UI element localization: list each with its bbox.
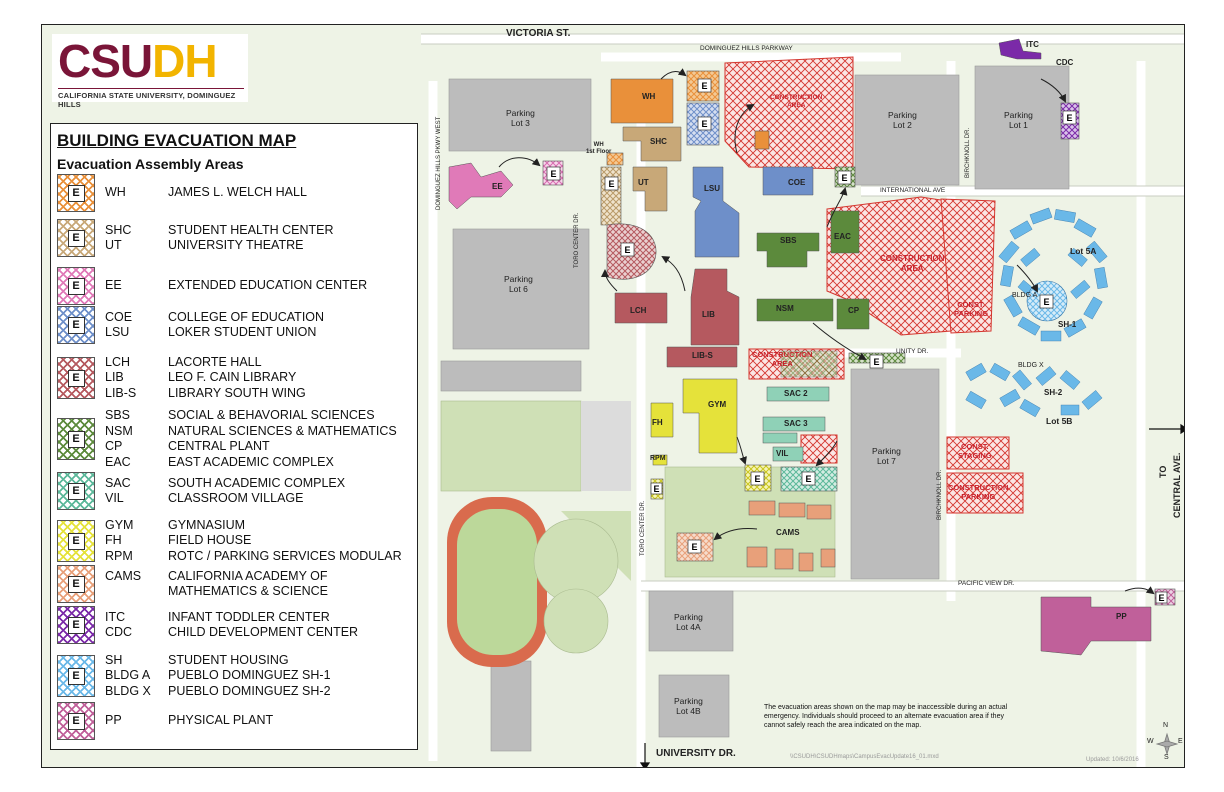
sac2-label: SAC 2 xyxy=(784,389,808,398)
legend-swatch xyxy=(57,565,95,603)
legend-row-itc xyxy=(55,606,415,644)
construction-area-south-label: CONSTRUCTION AREA xyxy=(752,350,813,368)
street-toro-center-north: TORO CENTER DR. xyxy=(574,212,580,268)
legend-code: NSM xyxy=(105,423,133,438)
evac-marker-icon: E xyxy=(68,431,85,448)
disclaimer-note: The evacuation areas shown on the map may be inaccessible during an actual emergency. Individuals should proceed to an alternate evacuation area if they cannot safely reach the area indicated on the map. xyxy=(764,704,1008,729)
evac-marker-icon: E xyxy=(68,713,85,730)
cdc-label: CDC xyxy=(1056,58,1074,67)
legend-name: JAMES L. WELCH HALL xyxy=(168,185,307,200)
shc-label: SHC xyxy=(650,137,667,146)
evac-marker-icon: E xyxy=(68,483,85,500)
evac-marker-icon: E xyxy=(68,370,85,387)
parking-lot-7-label: Parking Lot 7 xyxy=(872,446,901,466)
legend-name: CHILD DEVELOPMENT CENTER xyxy=(168,625,359,639)
csudh-logo xyxy=(52,34,248,109)
sac3-label: SAC 3 xyxy=(784,419,808,428)
building-lsu xyxy=(693,167,739,257)
itc-label: ITC xyxy=(1026,40,1039,49)
legend-name: CALIFORNIA ACADEMY OF xyxy=(168,568,328,583)
legend-names xyxy=(168,223,334,254)
legend-names xyxy=(168,408,397,470)
lot-5a-label: Lot 5A xyxy=(1070,246,1097,256)
legend-swatch xyxy=(57,702,95,740)
legend-names xyxy=(168,610,358,641)
sbs-label: SBS xyxy=(780,236,797,245)
logo-part2: DH xyxy=(152,35,217,87)
building-pp xyxy=(1041,597,1151,655)
legend-code: ITC xyxy=(105,609,126,624)
building-ee xyxy=(449,163,513,209)
svg-text:E: E xyxy=(653,484,660,494)
svg-text:E: E xyxy=(1066,113,1073,123)
lch-label: LCH xyxy=(630,306,647,315)
to-label: TO xyxy=(1158,465,1168,478)
legend-code: CDC xyxy=(105,625,133,639)
evac-marker-icon: E xyxy=(68,278,85,295)
legend-code: SH xyxy=(105,652,123,667)
legend-name: LIBRARY SOUTH WING xyxy=(168,385,306,400)
legend-panel xyxy=(50,123,418,750)
evac-marker-icon: E xyxy=(68,533,85,550)
pp-label: PP xyxy=(1116,612,1127,621)
legend-name: ROTC / PARKING SERVICES MODULAR xyxy=(168,548,402,563)
construction-area-east-label: CONSTRUCTION AREA xyxy=(880,254,945,273)
bldg-x-label: BLDG X xyxy=(1018,362,1044,369)
sh1-label: SH-1 xyxy=(1058,320,1077,329)
legend-row-coe xyxy=(55,306,415,344)
legend-name: STUDENT HOUSING xyxy=(168,652,289,667)
legend-code: EE xyxy=(105,278,122,293)
lot-5b-label: Lot 5B xyxy=(1046,416,1073,426)
legend-name: PUEBLO DOMINGUEZ SH-1 xyxy=(168,668,331,683)
legend-row-sbs xyxy=(55,407,415,471)
street-toro-center-south: TORO CENTER DR. xyxy=(640,500,646,556)
legend-swatch xyxy=(57,606,95,644)
const-staging-label: CONST. STAGING xyxy=(958,442,992,460)
svg-text:E: E xyxy=(1043,297,1050,307)
legend-swatch xyxy=(57,520,95,562)
gym-label: GYM xyxy=(708,400,727,409)
legend-name: MATHEMATICS & SCIENCE xyxy=(168,584,328,598)
legend-name: EAST ACADEMIC COMPLEX xyxy=(168,454,334,469)
logo-part1: CSU xyxy=(58,35,153,87)
compass-n: N xyxy=(1163,722,1169,729)
legend-name: PHYSICAL PLANT xyxy=(168,713,274,728)
svg-text:E: E xyxy=(754,474,761,484)
construction-area-north-label: CONSTRUCTION AREA xyxy=(770,94,823,109)
parking-lot-2-label: Parking Lot 2 xyxy=(888,110,917,130)
legend-swatch xyxy=(57,267,95,305)
legend-name: GYMNASIUM xyxy=(168,517,246,532)
building-gym xyxy=(683,379,737,453)
legend-row-shc xyxy=(55,219,415,257)
compass-e: E xyxy=(1178,738,1183,745)
ut-label: UT xyxy=(638,178,649,187)
legend-name: LEO F. CAIN LIBRARY xyxy=(168,370,297,385)
parking-lot-4a-label: Parking Lot 4A xyxy=(674,612,703,632)
legend-code: EAC xyxy=(105,454,131,469)
legend-names xyxy=(168,476,345,507)
legend-codes xyxy=(105,476,131,507)
legend-swatch xyxy=(57,219,95,257)
street-dominguez-pkwy: DOMINGUEZ HILLS PARKWAY xyxy=(700,45,793,52)
wh-1st-floor-label: WH 1st Floor xyxy=(586,142,612,155)
nsm-label: NSM xyxy=(776,304,794,313)
evac-marker-icon: E xyxy=(68,317,85,334)
legend-names xyxy=(168,569,328,600)
legend-swatch xyxy=(57,418,95,460)
evac-marker-icon: E xyxy=(68,617,85,634)
legend-code: BLDG X xyxy=(105,683,151,698)
legend-name: SOUTH ACADEMIC COMPLEX xyxy=(168,475,346,490)
lib-label: LIB xyxy=(702,310,715,319)
lib-s-label: LIB-S xyxy=(692,351,713,360)
street-unity: UNITY DR. xyxy=(896,348,929,355)
compass-s: S xyxy=(1164,754,1169,761)
legend-row-wh xyxy=(55,174,415,212)
svg-text:E: E xyxy=(550,169,557,179)
const-parking-label: CONST. PARKING xyxy=(954,300,989,318)
compass-w: W xyxy=(1147,738,1154,745)
legend-name: CENTRAL PLANT xyxy=(168,439,270,453)
svg-text:E: E xyxy=(701,119,708,129)
legend-code: CP xyxy=(105,439,123,453)
legend-codes xyxy=(105,518,133,565)
svg-text:E: E xyxy=(624,245,631,255)
legend-title: BUILDING EVACUATION MAP xyxy=(57,131,297,150)
legend-row-sh xyxy=(55,652,415,700)
legend-codes xyxy=(105,278,122,294)
parking-lot-1-label: Parking Lot 1 xyxy=(1004,110,1033,130)
legend-name: CLASSROOM VILLAGE xyxy=(168,491,304,505)
legend-code: SHC xyxy=(105,222,132,237)
legend-codes xyxy=(105,223,131,254)
legend-code: CAMS xyxy=(105,568,142,583)
street-pacific-view: PACIFIC VIEW DR. xyxy=(958,580,1015,587)
legend-swatch xyxy=(57,174,95,212)
construction-area-north xyxy=(725,57,853,169)
svg-text:E: E xyxy=(841,173,848,183)
updated-date: Updated: 10/6/2016 xyxy=(1086,757,1139,763)
legend-name: FIELD HOUSE xyxy=(168,533,252,548)
street-university: UNIVERSITY DR. xyxy=(656,748,736,759)
legend-codes xyxy=(105,355,136,402)
logo-subtitle: CALIFORNIA STATE UNIVERSITY, DOMINGUEZ HILLS xyxy=(58,88,244,109)
legend-row-lch xyxy=(55,354,415,402)
legend-name: PUEBLO DOMINGUEZ SH-2 xyxy=(168,683,331,698)
vil-label: VIL xyxy=(776,449,789,458)
legend-code: LSU xyxy=(105,325,130,339)
legend-codes xyxy=(105,653,151,700)
street-dh-pkwy-west: DOMINGUEZ HILLS PKWY WEST xyxy=(436,116,442,210)
parking-lot-4b-label: Parking Lot 4B xyxy=(674,696,703,716)
wh-label: WH xyxy=(642,92,656,101)
legend-codes xyxy=(105,610,132,641)
logo-wordmark xyxy=(58,34,217,88)
cams-label: CAMS xyxy=(776,528,800,537)
parking-lot-2 xyxy=(855,75,959,185)
legend-subtitle: Evacuation Assembly Areas xyxy=(57,156,244,172)
legend-codes xyxy=(105,569,141,585)
fh-label: FH xyxy=(652,418,663,427)
building-nsm xyxy=(757,299,833,321)
legend-code: GYM xyxy=(105,517,134,532)
evac-marker-icon: E xyxy=(68,668,85,685)
building-lib xyxy=(691,269,739,345)
legend-row-pp xyxy=(55,702,415,740)
file-path: \\CSUDH\CSUDHmaps\CampusEvacUpdate16_01.mxd xyxy=(790,754,939,760)
legend-name: STUDENT HEALTH CENTER xyxy=(168,222,334,237)
legend-row-sac xyxy=(55,472,415,510)
legend-code: LIB-S xyxy=(105,385,137,400)
lsu-label: LSU xyxy=(704,184,720,193)
legend-code: UT xyxy=(105,238,122,252)
street-victoria: VICTORIA ST. xyxy=(506,28,571,39)
svg-text:E: E xyxy=(873,357,880,367)
legend-codes xyxy=(105,185,126,201)
street-birchknoll-north: BIRCHKNOLL DR. xyxy=(965,127,971,178)
legend-names xyxy=(168,310,324,341)
legend-codes xyxy=(105,713,122,729)
parking-lot-3-label: Parking Lot 3 xyxy=(506,108,535,128)
legend-codes xyxy=(105,408,133,470)
legend-name: INFANT TODDLER CENTER xyxy=(168,609,330,624)
legend-code: LCH xyxy=(105,354,131,369)
legend-code: WH xyxy=(105,185,126,200)
legend-code: PP xyxy=(105,713,122,728)
legend-swatch xyxy=(57,357,95,399)
legend-code: FH xyxy=(105,533,122,548)
street-birchknoll-south: BIRCHKNOLL DR. xyxy=(937,469,943,520)
evac-marker-icon: E xyxy=(68,185,85,202)
legend-codes xyxy=(105,310,132,341)
legend-code: SAC xyxy=(105,475,131,490)
legend-name: EXTENDED EDUCATION CENTER xyxy=(168,278,368,293)
legend-name: LOKER STUDENT UNION xyxy=(168,325,317,339)
coe-label: COE xyxy=(788,178,806,187)
ee-label: EE xyxy=(492,182,503,191)
evac-area-shc xyxy=(601,167,621,225)
legend-name: COLLEGE OF EDUCATION xyxy=(168,309,325,324)
legend-name: NATURAL SCIENCES & MATHEMATICS xyxy=(168,423,397,438)
legend-code: LIB xyxy=(105,370,124,385)
legend-names xyxy=(168,518,402,565)
svg-text:E: E xyxy=(805,474,812,484)
building-wh xyxy=(611,79,673,123)
legend-row-gym xyxy=(55,517,415,565)
legend-code: BLDG A xyxy=(105,668,151,683)
eac-label: EAC xyxy=(834,232,851,241)
legend-code: COE xyxy=(105,309,133,324)
svg-text:E: E xyxy=(608,179,615,189)
bldg-a-label: BLDG A xyxy=(1012,292,1038,299)
evac-marker-icon: E xyxy=(68,230,85,247)
legend-names xyxy=(168,355,306,402)
legend-swatch xyxy=(57,655,95,697)
legend-swatch xyxy=(57,472,95,510)
svg-text:E: E xyxy=(1158,593,1165,603)
compass xyxy=(1157,734,1177,754)
legend-name: SOCIAL & BEHAVORIAL SCIENCES xyxy=(168,408,375,422)
cp-label: CP xyxy=(848,306,860,315)
legend-row-ee xyxy=(55,267,415,305)
legend-code: VIL xyxy=(105,491,124,505)
sh2-label: SH-2 xyxy=(1044,388,1063,397)
legend-names xyxy=(168,185,307,201)
legend-name: LACORTE HALL xyxy=(168,354,262,369)
parking-lot-6-label: Parking Lot 6 xyxy=(504,274,533,294)
construction-parking-label: CONSTRUCTION PARKING xyxy=(948,483,1009,501)
legend-code: RPM xyxy=(105,548,133,563)
legend-name: UNIVERSITY THEATRE xyxy=(168,238,304,252)
parking-lot-7 xyxy=(851,369,939,579)
legend-code: SBS xyxy=(105,408,131,422)
rpm-label: RPM xyxy=(650,455,666,462)
legend-names xyxy=(168,278,367,294)
central-ave-label: CENTRAL AVE. xyxy=(1172,452,1182,518)
evac-marker-icon: E xyxy=(68,576,85,593)
legend-names xyxy=(168,713,273,729)
legend-names xyxy=(168,653,331,700)
legend-swatch xyxy=(57,306,95,344)
svg-text:E: E xyxy=(691,542,698,552)
svg-text:E: E xyxy=(701,81,708,91)
legend-row-cams xyxy=(55,565,415,603)
street-international: INTERNATIONAL AVE xyxy=(880,187,946,194)
